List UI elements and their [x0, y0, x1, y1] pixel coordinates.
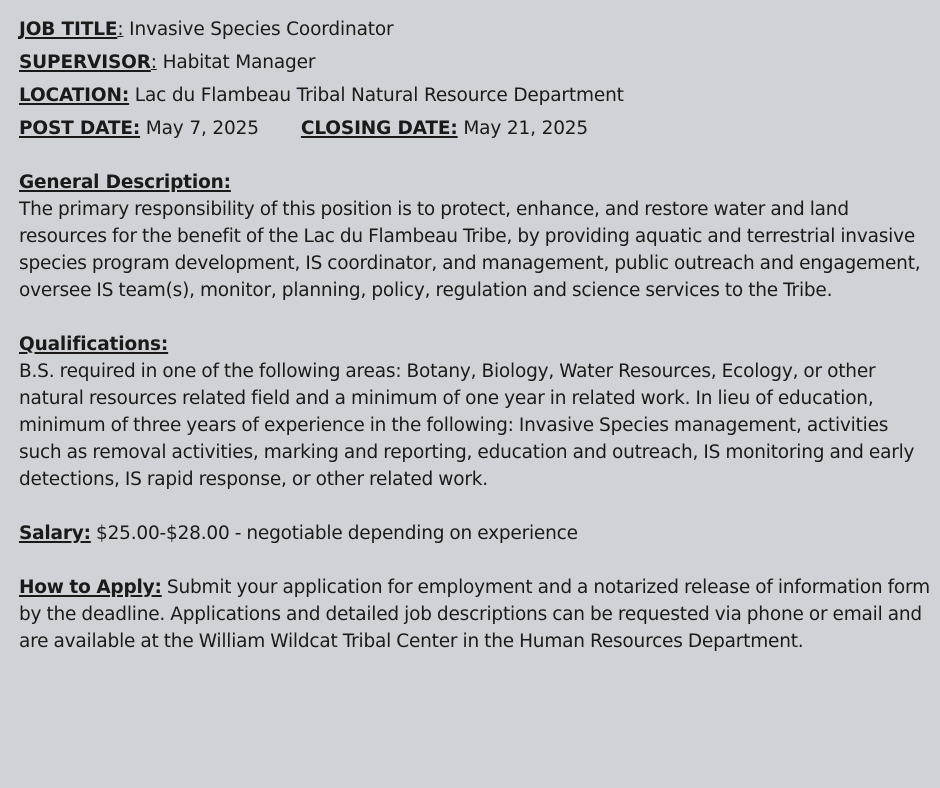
general-description-body: The primary responsibility of this position is to protect, enhance, and restore water and land resources for the benefit of the Lac du Flambeau Tribe, by providing aquatic and terrestrial invasive species program development, IS coordinator, and management, public outreach and engagement, oversee IS team(s), monitor, planning, policy, regulation and science services to the Tribe.	[19, 199, 921, 301]
qualifications-heading: Qualifications:	[19, 334, 169, 355]
salary-label: Salary:	[19, 523, 91, 544]
location-row	[19, 79, 932, 112]
post-date-value: May 7, 2025	[140, 118, 259, 139]
supervisor-label: SUPERVISOR	[19, 52, 151, 73]
post-date-label: POST DATE:	[19, 118, 141, 139]
closing-date-value: May 21, 2025	[457, 118, 589, 139]
qualifications-section	[19, 331, 932, 493]
how-to-apply-value: Submit your application for employment and a notarized release of information form by the deadline. Applications and detailed job descriptions can be requested via phone or email and are available at the William Wildcat Tribal Center in the Human Resources Department.	[19, 577, 930, 652]
salary-section	[19, 520, 932, 547]
location-label: LOCATION:	[19, 85, 130, 106]
qualifications-body: B.S. required in one of the following areas: Botany, Biology, Water Resources, Ecology, or other natural resources related field and a minimum of one year in related work. In lieu of education, minimum of three years of experience in the following: Invasive Species management, activities such as removal activities, marking and reporting, education and outreach, IS monitoring and early detections, IS rapid response, or other related work.	[19, 361, 915, 490]
general-description-section	[19, 169, 932, 304]
supervisor-value: Habitat Manager	[156, 52, 316, 73]
job-title-row: JOB TITLE: Invasive Species Coordinator	[19, 19, 394, 40]
location-value: Lac du Flambeau Tribal Natural Resource Department	[129, 85, 624, 106]
job-title-label: JOB TITLE	[19, 19, 118, 40]
how-to-apply-section	[19, 574, 932, 655]
general-description-heading: General Description:	[19, 172, 231, 193]
job-title-value: Invasive Species Coordinator	[123, 19, 394, 40]
supervisor-row: SUPERVISOR: Habitat Manager	[19, 52, 316, 73]
dates-row	[19, 112, 932, 145]
closing-date-label: CLOSING DATE:	[300, 118, 458, 139]
how-to-apply-label: How to Apply:	[19, 577, 162, 598]
salary-value: $25.00-$28.00 - negotiable depending on experience	[90, 523, 578, 544]
